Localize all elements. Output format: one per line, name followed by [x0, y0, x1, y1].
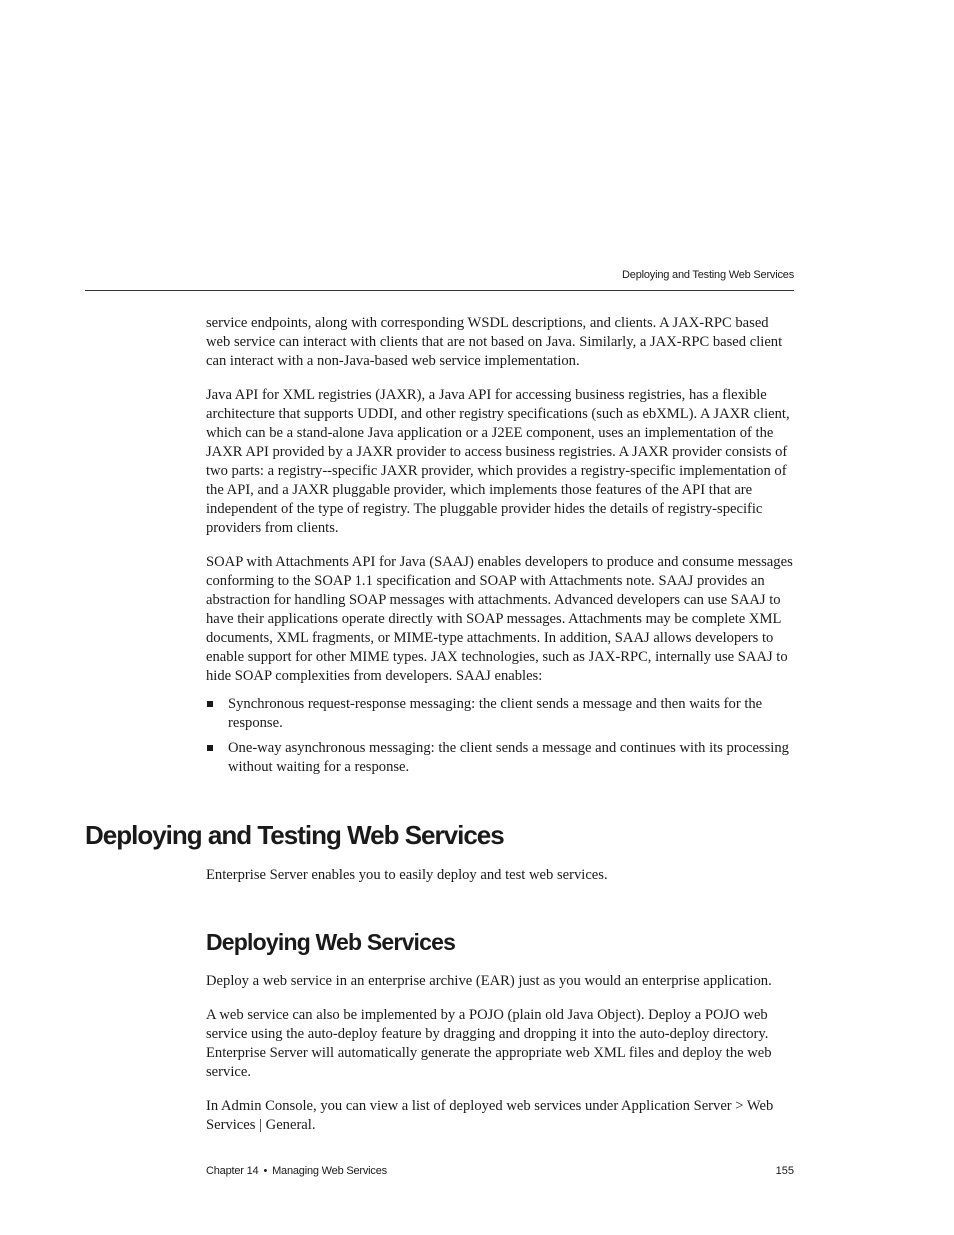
footer-chapter	[206, 1165, 387, 1177]
paragraph-saaj: SOAP with Attachments API for Java (SAAJ) enables developers to produce and consume messages conforming to the SOAP 1.1 specification and SOAP with Attachments note. SAAJ provides an abstraction for handling SOAP messages with attachments. Advanced developers can use SAAJ to have their applications operate directly with SOAP messages. Attachments may be complete XML documents, XML fragments, or MIME-type attachments. In addition, SAAJ allows developers to enable support for other MIME types. JAX technologies, such as JAX-RPC, internally use SAAJ to hide SOAP complexities from developers. SAAJ enables:	[206, 554, 793, 684]
subsection-text	[206, 972, 796, 1150]
saaj-bullet-list	[206, 695, 796, 777]
paragraph-pojo: A web service can also be implemented by a POJO (plain old Java Object). Deploy a POJO web service using the auto-deploy feature by dragging and dropping it into the auto-deploy directory. Enterprise Server will automatically generate the appropriate web XML files and deploy the web service.	[206, 1007, 772, 1080]
list-item	[206, 739, 796, 777]
square-bullet-icon	[207, 745, 213, 751]
paragraph-jaxrpc: service endpoints, along with corresponding WSDL descriptions, and clients. A JAX-RPC based web service can interact with clients that are not based on Java. Similarly, a JAX-RPC based client can interact with a non-Java-based web service implementation.	[206, 315, 783, 369]
page-number: 155	[775, 1165, 794, 1177]
footer-chapter-number: Chapter 14	[206, 1165, 259, 1177]
section-heading-deploying-testing: Deploying and Testing Web Services	[85, 820, 504, 850]
header-rule	[85, 290, 794, 291]
paragraph-jaxr: Java API for XML registries (JAXR), a Java API for accessing business registries, has a flexible architecture that supports UDDI, and other registry specifications (such as ebXML). A JAXR client, which can be a stand-alone Java application or a J2EE component, uses an implementation of the JAXR API provided by a JAXR provider to access business registries. A JAXR provider consists of two parts: a registry--specific JAXR provider, which provides a registry-specific implementation of the API, and a JAXR pluggable provider, which implements those features of the API that are independent of the type of registry. The pluggable provider hides the details of registry-specific providers from clients.	[206, 387, 790, 536]
square-bullet-icon	[207, 701, 213, 707]
footer-chapter-title: Managing Web Services	[272, 1165, 387, 1177]
list-item-text: Synchronous request-response messaging: the client sends a message and then waits for the response.	[228, 696, 763, 731]
running-header: Deploying and Testing Web Services	[622, 269, 794, 281]
paragraph-ear: Deploy a web service in an enterprise archive (EAR) just as you would an enterprise application.	[206, 973, 772, 989]
list-item	[206, 695, 796, 733]
footer-separator: •	[263, 1165, 268, 1177]
paragraph-admin-console: In Admin Console, you can view a list of deployed web services under Application Server > Web Services | General.	[206, 1098, 774, 1133]
list-item-text: One-way asynchronous messaging: the client sends a message and continues with its processing without waiting for a response.	[228, 740, 789, 775]
body-text	[206, 314, 796, 783]
subsection-heading-deploying: Deploying Web Services	[206, 929, 456, 955]
section-intro: Enterprise Server enables you to easily deploy and test web services.	[206, 867, 608, 883]
